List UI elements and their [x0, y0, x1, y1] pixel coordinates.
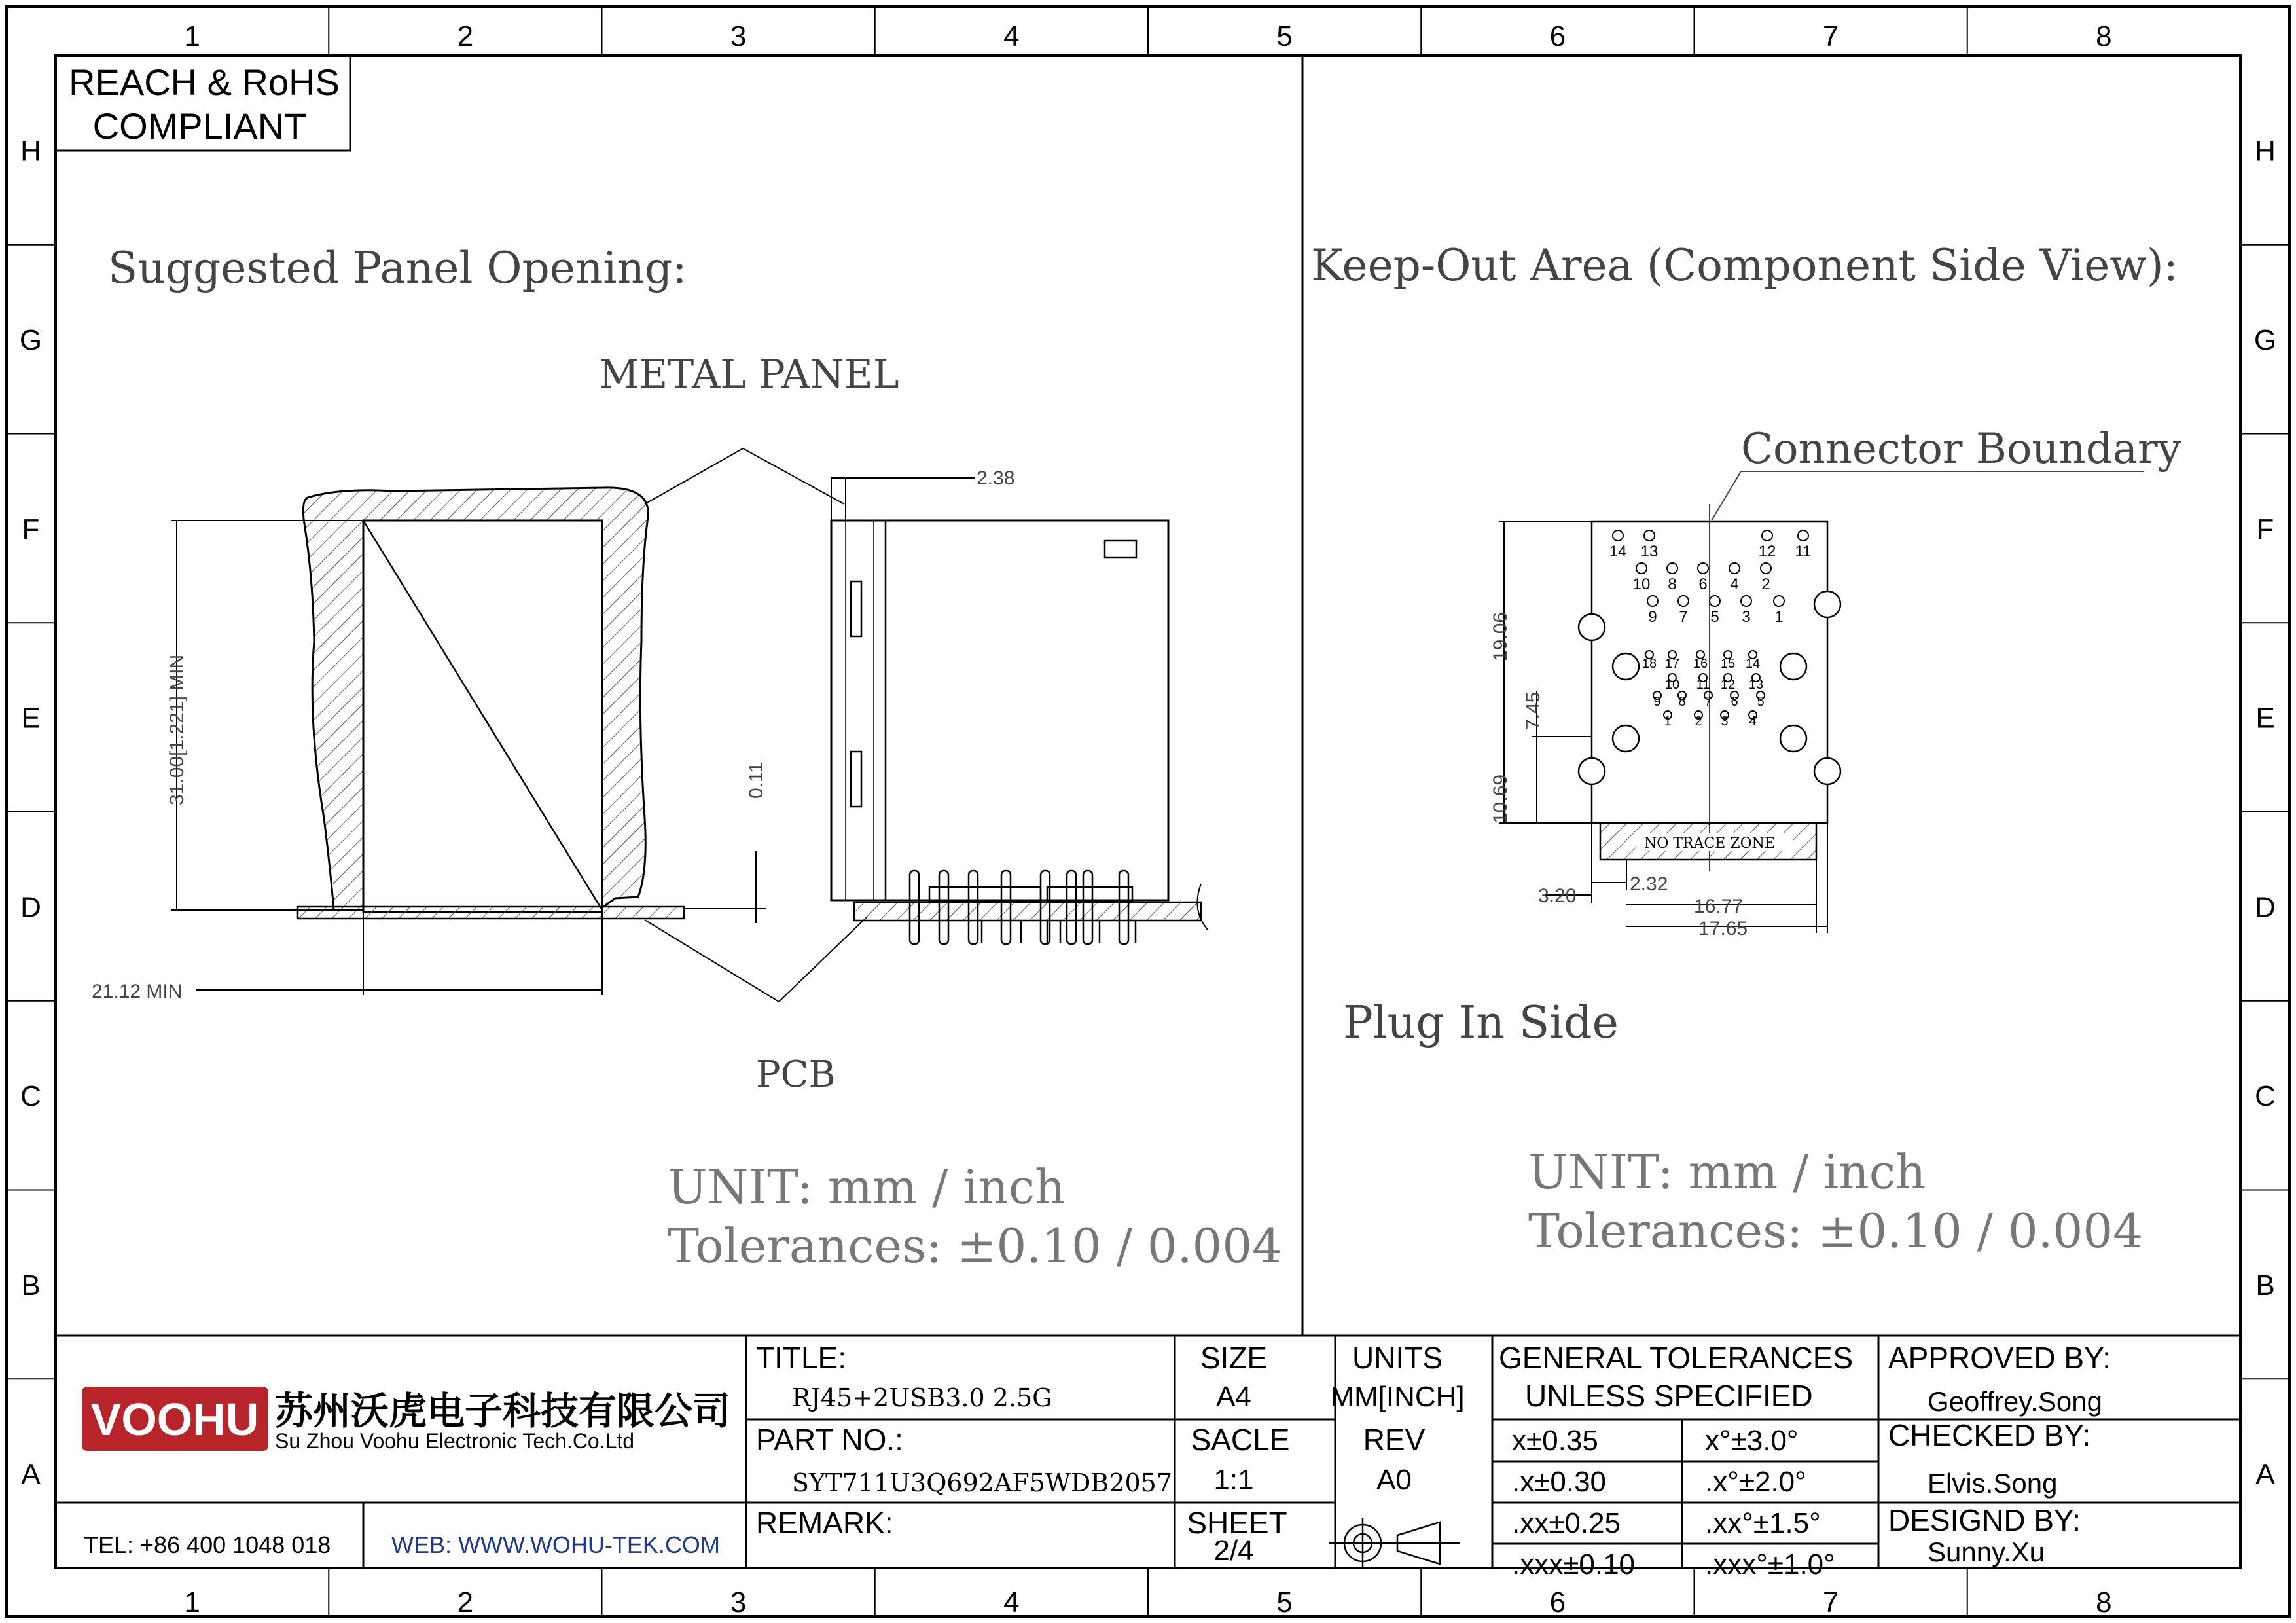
- column-label-top: 3: [730, 20, 747, 52]
- pin-number: 16: [1693, 657, 1708, 671]
- pin-number: 11: [1795, 543, 1812, 560]
- pin-number: 4: [1749, 714, 1757, 729]
- left-view: [92, 243, 1282, 1273]
- column-label-bottom: 3: [730, 1586, 747, 1618]
- dim-gap: 0.11: [745, 761, 767, 799]
- row-label-left: A: [21, 1458, 41, 1491]
- plug-in-side: Plug In Side: [1343, 997, 1619, 1049]
- mounting-hole: [1613, 653, 1639, 680]
- row-label-right: C: [2255, 1080, 2276, 1113]
- rev-label: REV: [1363, 1423, 1426, 1457]
- dim-2-32: 2.32: [1630, 873, 1668, 895]
- pin-number: 2: [1761, 575, 1770, 593]
- column-label-top: 4: [1003, 20, 1020, 52]
- mounting-hole: [1579, 614, 1605, 640]
- approved-value: Geoffrey.Song: [1928, 1386, 2102, 1417]
- pin-number: 14: [1609, 543, 1627, 560]
- pin-number: 7: [1704, 695, 1712, 709]
- projection-symbol: [1329, 1518, 1460, 1569]
- column-label-top: 7: [1822, 20, 1839, 52]
- sheet-label: SHEET: [1187, 1506, 1287, 1540]
- right-heading: Keep-Out Area (Component Side View):: [1311, 240, 2178, 291]
- row-label-right: A: [2255, 1458, 2275, 1491]
- row-label-left: B: [21, 1269, 41, 1302]
- tol-linear: x±0.35: [1512, 1425, 1598, 1457]
- scale-value: 1:1: [1213, 1464, 1254, 1496]
- size-label: SIZE: [1200, 1341, 1268, 1375]
- gen-tol-line2: UNLESS SPECIFIED: [1525, 1379, 1813, 1413]
- pin-number: 5: [1710, 608, 1719, 626]
- row-label-right: G: [2253, 324, 2277, 357]
- pin-number: 12: [1758, 543, 1776, 560]
- design-value: Sunny.Xu: [1928, 1537, 2045, 1567]
- row-label-left: E: [21, 702, 41, 735]
- tol-angular: x°±3.0°: [1705, 1425, 1799, 1457]
- units-label: UNITS: [1352, 1341, 1443, 1375]
- column-label-bottom: 1: [184, 1586, 200, 1618]
- boundary-label: Connector Boundary: [1741, 425, 2181, 473]
- column-label-top: 5: [1276, 20, 1293, 52]
- metal-panel-leader: [645, 448, 844, 504]
- remark-label: REMARK:: [756, 1506, 893, 1540]
- company-name-cn: 苏州沃虎电子科技有限公司: [275, 1390, 731, 1432]
- pin-number: 3: [1742, 608, 1751, 626]
- pin-number: 6: [1698, 575, 1708, 593]
- dim-width: 21.12 MIN: [92, 981, 183, 1002]
- pin-number: 2: [1695, 714, 1702, 729]
- row-label-left: D: [20, 891, 41, 924]
- column-label-top: 2: [457, 20, 474, 52]
- web-link[interactable]: WEB: WWW.WOHU-TEK.COM: [391, 1531, 720, 1558]
- dim-10-69: 10.69: [1490, 774, 1511, 824]
- column-label-bottom: 2: [457, 1586, 474, 1618]
- row-label-left: G: [19, 324, 43, 357]
- pin-number: 18: [1641, 657, 1657, 671]
- column-label-bottom: 4: [1003, 1586, 1020, 1618]
- column-label-bottom: 8: [2096, 1586, 2112, 1618]
- tol-linear: .xxx±0.10: [1512, 1548, 1636, 1580]
- column-label-top: 6: [1549, 20, 1566, 52]
- row-label-left: F: [22, 513, 40, 545]
- row-label-right: F: [2256, 513, 2274, 545]
- row-label-left: H: [20, 135, 41, 168]
- left-unit: UNIT: mm / inch: [668, 1159, 1066, 1214]
- pcb-leader: [645, 917, 867, 1002]
- mounting-hole: [1814, 758, 1840, 784]
- design-label: DESIGND BY:: [1888, 1503, 2081, 1537]
- part-value: SYT711U3Q692AF5WDB2057: [792, 1468, 1173, 1497]
- pin-number: 9: [1653, 695, 1661, 709]
- pin-number: 11: [1696, 678, 1710, 692]
- row-label-left: C: [20, 1080, 41, 1113]
- column-label-bottom: 7: [1822, 1586, 1839, 1618]
- connector-side-view: [831, 467, 1208, 944]
- mounting-hole: [1613, 725, 1639, 752]
- pin-number: 10: [1632, 575, 1651, 593]
- dim-19-06: 19.06: [1490, 611, 1511, 661]
- logo-text: VOOHU: [90, 1394, 259, 1445]
- panel-bottom-plate: [298, 907, 684, 919]
- scale-label: SACLE: [1191, 1423, 1290, 1457]
- approved-label: APPROVED BY:: [1888, 1341, 2111, 1375]
- right-view: [1311, 240, 2181, 1258]
- pin-number: 1: [1664, 714, 1672, 729]
- row-label-right: D: [2255, 891, 2276, 924]
- pin-number: 3: [1721, 714, 1729, 729]
- size-value: A4: [1216, 1381, 1251, 1413]
- left-heading: Suggested Panel Opening:: [108, 243, 687, 293]
- pin-number: 13: [1748, 678, 1764, 692]
- checked-label: CHECKED BY:: [1888, 1418, 2091, 1452]
- pin-number: 10: [1664, 678, 1680, 692]
- compliance-line1: REACH & RoHS: [69, 62, 340, 103]
- gen-tol-line1: GENERAL TOLERANCES: [1499, 1341, 1854, 1375]
- row-label-right: E: [2255, 702, 2275, 735]
- part-label: PART NO.:: [756, 1423, 903, 1457]
- dim-16-77: 16.77: [1694, 896, 1744, 917]
- pin-number: 4: [1730, 575, 1739, 593]
- pin-number: 8: [1678, 695, 1686, 709]
- tol-angular: .x°±2.0°: [1705, 1466, 1806, 1498]
- dim-thickness: 2.38: [977, 467, 1015, 489]
- footprint-dims: [1499, 522, 1827, 933]
- dim-3-20: 3.20: [1538, 885, 1577, 907]
- row-label-right: H: [2255, 135, 2276, 168]
- metal-panel-label: METAL PANEL: [599, 352, 899, 397]
- no-trace-label: NO TRACE ZONE: [1644, 835, 1775, 852]
- compliance-line2: COMPLIANT: [92, 105, 307, 147]
- pin-number: 8: [1668, 575, 1677, 593]
- pin-number: 5: [1757, 695, 1765, 709]
- right-tolerances: Tolerances: ±0.10 / 0.004: [1528, 1203, 2143, 1258]
- row-label-right: B: [2255, 1269, 2275, 1302]
- dim-17-65: 17.65: [1698, 918, 1748, 939]
- dim-height: 31.00[1.221] MIN: [166, 654, 188, 805]
- pin-number: 6: [1731, 695, 1738, 709]
- rev-value: A0: [1376, 1464, 1412, 1496]
- company-name-en: Su Zhou Voohu Electronic Tech.Co.Ltd: [275, 1429, 635, 1453]
- column-label-bottom: 6: [1549, 1586, 1566, 1618]
- title-value: RJ45+2USB3.0 2.5G: [792, 1383, 1052, 1412]
- left-tolerances: Tolerances: ±0.10 / 0.004: [668, 1218, 1282, 1273]
- column-label-top: 1: [184, 20, 200, 52]
- tol-linear: .xx±0.25: [1512, 1507, 1621, 1539]
- checked-value: Elvis.Song: [1928, 1468, 2058, 1499]
- tel-text: TEL: +86 400 1048 018: [84, 1531, 331, 1558]
- tol-angular: .xxx°±1.0°: [1705, 1548, 1835, 1580]
- column-label-top: 8: [2096, 20, 2112, 52]
- tol-angular: .xx°±1.5°: [1705, 1507, 1821, 1539]
- pin-number: 9: [1648, 608, 1657, 626]
- pin-number: 7: [1679, 608, 1688, 626]
- pin-number: 13: [1640, 543, 1659, 560]
- pin-number: 15: [1720, 657, 1736, 671]
- tol-linear: .x±0.30: [1512, 1466, 1607, 1498]
- dim-7-45: 7.45: [1522, 691, 1544, 730]
- pin-number: 14: [1745, 657, 1761, 671]
- mounting-hole: [1780, 725, 1806, 752]
- company-logo: [82, 1387, 268, 1451]
- compliance-box: [56, 56, 350, 151]
- column-label-bottom: 5: [1276, 1586, 1293, 1618]
- pcb-label: PCB: [756, 1053, 836, 1096]
- pin-number: 1: [1774, 608, 1784, 626]
- right-unit: UNIT: mm / inch: [1528, 1144, 1926, 1199]
- pin-number: 12: [1720, 678, 1736, 692]
- mounting-hole: [1780, 653, 1806, 680]
- mounting-hole: [1814, 591, 1840, 617]
- units-value: MM[INCH]: [1330, 1381, 1465, 1413]
- pin-number: 17: [1664, 657, 1680, 671]
- mounting-hole: [1579, 758, 1605, 784]
- sheet-value: 2/4: [1213, 1535, 1254, 1567]
- title-label: TITLE:: [756, 1341, 847, 1375]
